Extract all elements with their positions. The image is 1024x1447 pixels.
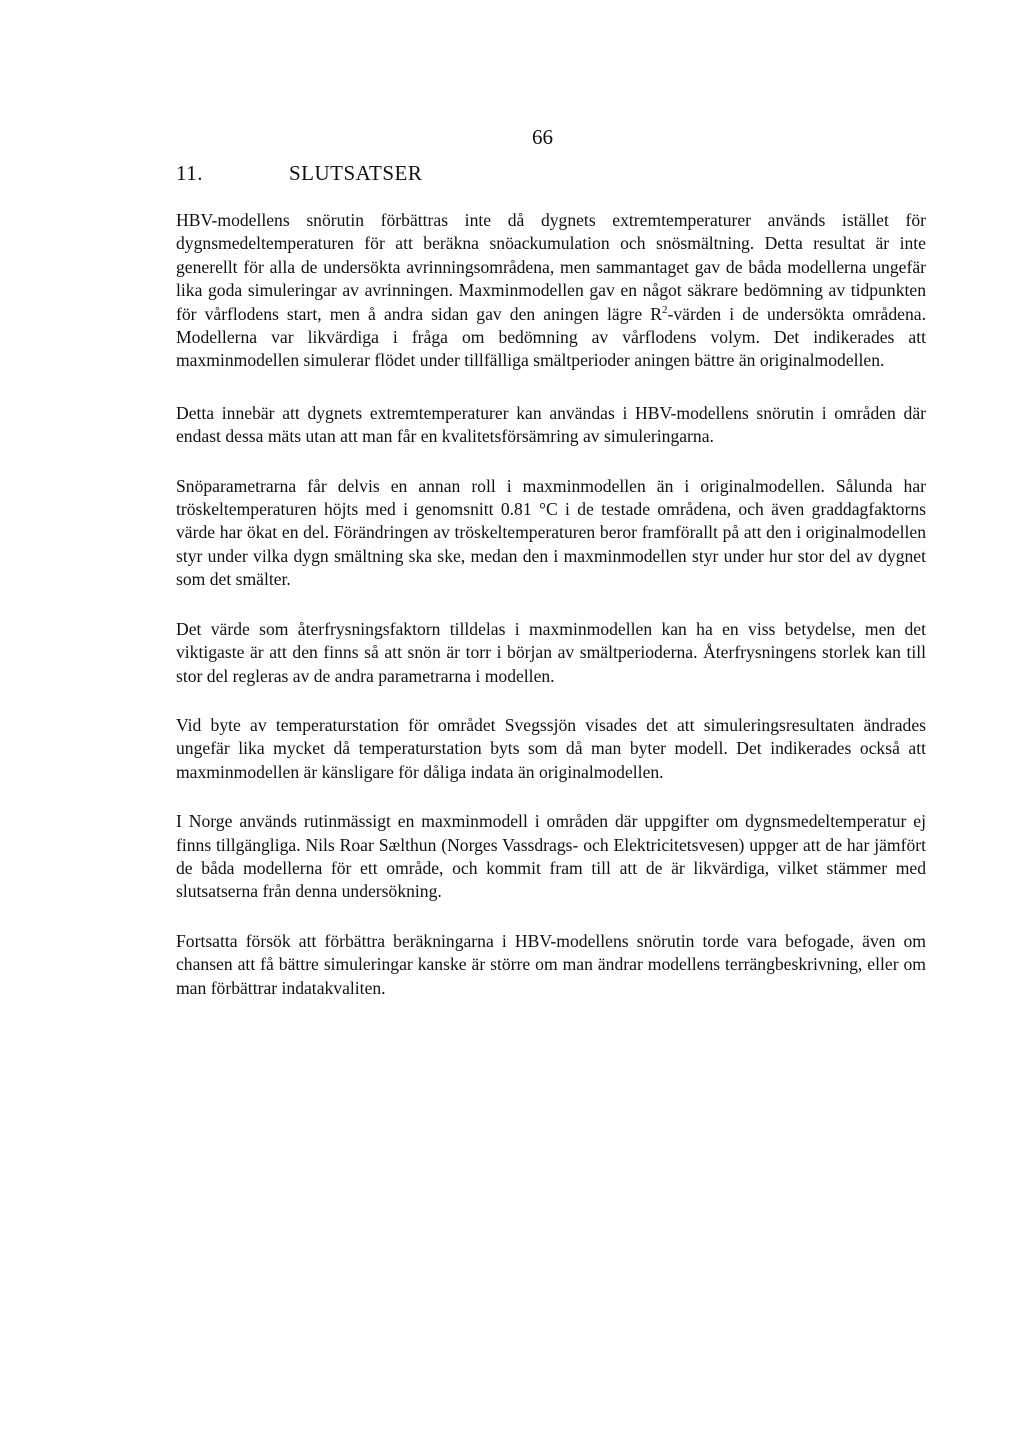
paragraph-summary-text-b: -värden i de undersökta områdena. Modellerna var likvärdiga i fråga om bedömning av vårflodens volym. Det indikerades att maxminmodellen simulerar flödet under tillfälliga smältperioder aningen bättre än originalmodellen. xyxy=(176,303,926,371)
paragraph-further-work: Fortsatta försök att förbättra beräkningarna i HBV-modellens snörutin torde vara befogade, även om chansen att få bättre simuleringar kanske är större om man ändrar modellens terrängbeskrivning, eller om man förbättrar indatakvaliten. xyxy=(176,930,926,998)
paragraph-summary xyxy=(176,209,926,373)
paragraph-norway: I Norge används rutinmässigt en maxminmodell i områden där uppgifter om dygnsmedeltemperatur ej finns tillgängliga. Nils Roar Sælthun (Norges Vassdrags- och Elektricitetsvesen) uppger att de har jämfört de båda modellerna för ett område, och kommit fram till att de är likvärdiga, vilket stämmer med slutsatserna från denna undersökning. xyxy=(176,811,926,902)
section-number: 11. xyxy=(176,161,203,185)
paragraph-snow-parameters: Snöparametrarna får delvis en annan roll i maxminmodellen än i originalmodellen. Sålunda har tröskeltemperaturen höjts med i genomsnitt 0.81 °C i de testade områdena, och även graddagfaktorns värde har ökat en del. Förändringen av tröskeltemperaturen beror framförallt på att den i originalmodellen styr under vilka dygn smältning ska ske, medan den i maxminmodellen styr under hur stor del av dygnet som det smälter. xyxy=(176,475,926,590)
paragraph-refreezing: Det värde som återfrysningsfaktorn tilldelas i maxminmodellen kan ha en viss betydelse, men det viktigaste är att den finns så att snön är torr i början av smältperioderna. Återfrysningens storlek kan till stor del regleras av de andra parametrarna i modellen. xyxy=(176,618,926,686)
page-number: 66 xyxy=(532,125,553,149)
section-heading xyxy=(176,160,422,186)
paragraph-summary-text-a: HBV-modellens snörutin förbättras inte då dygnets extremtemperaturer används istället för dygnsmedeltemperaturen för att beräkna snöackumulation och snösmältning. Detta resultat är inte generellt för alla de undersökta avrinningsområdena, men sammantaget gav de båda modellerna ungefär lika goda simuleringar av avrinningen. Maxminmodellen gav en något säkrare bedömning av tidpunkten för vårflodens start, men å andra sidan gav den aningen lägre R xyxy=(176,210,926,324)
body-text xyxy=(176,209,926,1026)
section-title: SLUTSATSER xyxy=(289,161,423,185)
paragraph-station-change: Vid byte av temperaturstation för området Svegssjön visades det att simuleringsresultaten ändrades ungefär lika mycket då temperaturstation byts som då man byter modell. Det indikerades också att maxminmodellen är känsligare för dåliga indata än originalmodellen. xyxy=(176,714,926,782)
paragraph-implication: Detta innebär att dygnets extremtemperaturer kan användas i HBV-modellens snörutin i områden där endast dessa mäts utan att man får en kvalitetsförsämring av simuleringarna. xyxy=(176,402,926,447)
superscript-two: 2 xyxy=(662,303,668,316)
